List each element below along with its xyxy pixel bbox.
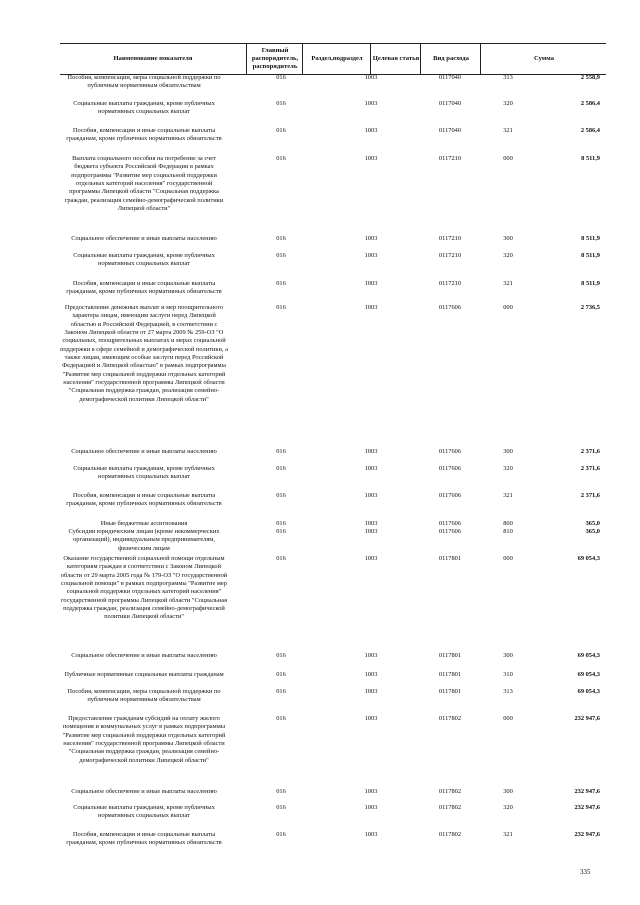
row-exp-type: 000 <box>503 155 513 162</box>
header-article: Целевая статья <box>370 44 421 74</box>
row-exp-type: 321 <box>503 280 513 287</box>
row-grbs: 016 <box>276 304 286 311</box>
row-name: Иные бюджетные ассигнования <box>100 520 188 527</box>
row-section: 1003 <box>364 528 378 535</box>
row-sum: 2 371,6 <box>580 492 600 499</box>
row-section: 1003 <box>364 465 378 472</box>
row-grbs: 016 <box>276 652 286 659</box>
row-exp-type: 313 <box>503 688 513 695</box>
row-exp-type: 320 <box>503 252 513 259</box>
row-section: 1003 <box>364 155 378 162</box>
header-exp-type: Вид расхода <box>420 44 481 74</box>
row-section: 1003 <box>364 652 378 659</box>
header-grbs: Главный распорядитель, распорядитель <box>246 44 303 74</box>
row-sum: 8 511,9 <box>581 155 600 162</box>
row-sum: 69 054,3 <box>577 652 600 659</box>
table-header <box>60 43 606 75</box>
row-grbs: 016 <box>276 252 286 259</box>
header-section: Раздел,подраздел <box>302 44 371 74</box>
row-exp-type: 320 <box>503 100 513 107</box>
row-name: Оказание государственной социальной помощи отдельным категориям граждан в соответствии с Законом Липецкой области от 29 марта 2005 года № 179-ОЗ "О государственной социальной помощи" в рамках подпрограммы "Развитие мер социальной поддержки отдельных категорий населения" государственной программы Липецкой области "Социальная поддержка граждан, реализация семейно-демографической политики Липецкой области" <box>60 555 228 621</box>
row-article: 0117802 <box>438 804 462 811</box>
row-sum: 69 054,3 <box>577 555 600 562</box>
row-section: 1003 <box>364 804 378 811</box>
row-name: Пособия, компенсации и иные социальные выплаты гражданам, кроме публичных нормативных обязательств <box>66 280 222 296</box>
row-name: Пособия, компенсации, меры социальной поддержки по публичным нормативным обязательствам <box>67 74 221 90</box>
row-name: Социальное обеспечение и иные выплаты населению <box>71 788 217 795</box>
row-exp-type: 000 <box>503 715 513 722</box>
row-exp-type: 810 <box>503 528 513 535</box>
row-sum: 69 054,3 <box>577 688 600 695</box>
row-sum: 2 586,4 <box>580 127 600 134</box>
row-article: 0117802 <box>438 831 462 838</box>
row-sum: 232 947,6 <box>574 788 600 795</box>
row-exp-type: 321 <box>503 492 513 499</box>
row-article: 0117801 <box>438 671 462 678</box>
row-grbs: 016 <box>276 127 286 134</box>
row-sum: 8 511,9 <box>581 280 600 287</box>
row-article: 0117802 <box>438 715 462 722</box>
page-number: 335 <box>580 868 591 876</box>
row-sum: 2 558,9 <box>580 74 600 81</box>
row-exp-type: 000 <box>503 304 513 311</box>
row-grbs: 016 <box>276 492 286 499</box>
row-section: 1003 <box>364 252 378 259</box>
row-exp-type: 321 <box>503 127 513 134</box>
row-grbs: 016 <box>276 235 286 242</box>
row-section: 1003 <box>364 448 378 455</box>
row-name: Пособия, компенсации и иные социальные выплаты гражданам, кроме публичных нормативных обязательств <box>66 127 222 143</box>
header-sum: Сумма <box>480 44 607 74</box>
row-section: 1003 <box>364 520 378 527</box>
row-exp-type: 321 <box>503 831 513 838</box>
row-section: 1003 <box>364 671 378 678</box>
row-sum: 232 947,6 <box>574 715 600 722</box>
row-grbs: 016 <box>276 688 286 695</box>
row-article: 0117040 <box>438 74 462 81</box>
row-grbs: 016 <box>276 448 286 455</box>
row-name: Пособия, компенсации, меры социальной поддержки по публичным нормативным обязательствам <box>67 688 221 704</box>
row-exp-type: 300 <box>503 235 513 242</box>
row-article: 0117210 <box>438 252 462 259</box>
row-sum: 232 947,6 <box>574 831 600 838</box>
row-grbs: 016 <box>276 280 286 287</box>
row-name: Социальное обеспечение и иные выплаты населению <box>71 448 217 455</box>
row-article: 0117040 <box>438 100 462 107</box>
row-section: 1003 <box>364 74 378 81</box>
row-grbs: 016 <box>276 155 286 162</box>
row-name: Социальные выплаты гражданам, кроме публичных нормативных социальных выплат <box>73 252 215 268</box>
row-exp-type: 300 <box>503 788 513 795</box>
row-grbs: 016 <box>276 788 286 795</box>
row-name: Пособия, компенсации и иные социальные выплаты гражданам, кроме публичных нормативных обязательств <box>66 831 222 847</box>
row-exp-type: 000 <box>503 555 513 562</box>
row-grbs: 016 <box>276 465 286 472</box>
row-section: 1003 <box>364 831 378 838</box>
row-grbs: 016 <box>276 528 286 535</box>
row-article: 0117801 <box>438 652 462 659</box>
row-grbs: 016 <box>276 555 286 562</box>
row-grbs: 016 <box>276 804 286 811</box>
row-sum: 365,0 <box>585 520 600 527</box>
row-name: Пособия, компенсации и иные социальные выплаты гражданам, кроме публичных нормативных обязательств <box>66 492 222 508</box>
row-section: 1003 <box>364 688 378 695</box>
row-sum: 69 054,3 <box>577 671 600 678</box>
row-sum: 2 371,6 <box>580 465 600 472</box>
row-article: 0117606 <box>438 465 462 472</box>
row-article: 0117606 <box>438 528 462 535</box>
row-exp-type: 310 <box>503 671 513 678</box>
row-section: 1003 <box>364 492 378 499</box>
row-name: Социальные выплаты гражданам, кроме публичных нормативных социальных выплат <box>73 804 215 820</box>
row-exp-type: 800 <box>503 520 513 527</box>
row-sum: 2 371,6 <box>580 448 600 455</box>
row-grbs: 016 <box>276 100 286 107</box>
row-name: Социальные выплаты гражданам, кроме публичных нормативных социальных выплат <box>73 465 215 481</box>
row-article: 0117210 <box>438 235 462 242</box>
row-grbs: 016 <box>276 520 286 527</box>
row-sum: 8 511,9 <box>581 235 600 242</box>
row-article: 0117606 <box>438 448 462 455</box>
header-name: Наименование показателя <box>113 55 193 62</box>
row-exp-type: 320 <box>503 804 513 811</box>
row-name: Субсидии юридическим лицам (кроме некоммерческих организаций), индивидуальным предпринимателям, физическим лицам <box>68 528 220 552</box>
row-article: 0117606 <box>438 304 462 311</box>
row-name: Предоставление гражданам субсидий на оплату жилого помещения и коммунальных услуг в рамках подпрограммы "Развитие мер социальной поддержки отдельных категорий населения" государственной программы Липецкой области "Социальная поддержка граждан, реализация семейно-демографической политики Липецкой области" <box>62 715 226 764</box>
row-sum: 2 586,4 <box>580 100 600 107</box>
row-section: 1003 <box>364 715 378 722</box>
row-section: 1003 <box>364 127 378 134</box>
row-section: 1003 <box>364 788 378 795</box>
row-exp-type: 320 <box>503 465 513 472</box>
row-article: 0117606 <box>438 492 462 499</box>
row-article: 0117802 <box>438 788 462 795</box>
row-grbs: 016 <box>276 715 286 722</box>
row-exp-type: 300 <box>503 448 513 455</box>
row-section: 1003 <box>364 555 378 562</box>
row-name: Социальное обеспечение и иные выплаты населению <box>71 235 217 242</box>
row-name: Социальное обеспечение и иные выплаты населению <box>71 652 217 659</box>
row-name: Предоставление денежных выплат и мер поощрительного характера лицам, имеющим заслуги перед Липецкой областью и Российской Федерацией, в соответствии с Законом Липецкой области от 27 марта 2009 № 259-ОЗ "О социальных, поощрительных выплатах и мерах социальной поддержки в сфере семейной и демографической политики, а также лицам, имеющим особые заслуги перед Российской Федерацией и Липецкой областью" в рамках подпрограммы "Развитие мер социальной поддержки отдельных категорий населения" государственной программы Липецкой области "Социальная поддержка граждан, реализация семейно-демографической политики Липецкой области" <box>60 304 228 403</box>
row-section: 1003 <box>364 304 378 311</box>
row-article: 0117606 <box>438 520 462 527</box>
row-sum: 365,0 <box>585 528 600 535</box>
row-section: 1003 <box>364 235 378 242</box>
row-name: Публичные нормативные социальные выплаты гражданам <box>64 671 224 678</box>
row-name: Социальные выплаты гражданам, кроме публичных нормативных социальных выплат <box>73 100 215 116</box>
row-article: 0117210 <box>438 155 462 162</box>
row-sum: 2 736,5 <box>580 304 600 311</box>
row-sum: 232 947,6 <box>574 804 600 811</box>
row-name: Выплата социального пособия на погребение за счет бюджета субъекта Российской Федерации в рамках подпрограммы "Развитие мер социальной поддержки отдельных категорий населения" государственной программы Липецкой области "Социальная поддержка граждан, реализация семейно-демографической политики Липецкой области" <box>64 155 224 213</box>
row-section: 1003 <box>364 100 378 107</box>
row-exp-type: 300 <box>503 652 513 659</box>
row-article: 0117210 <box>438 280 462 287</box>
row-exp-type: 313 <box>503 74 513 81</box>
row-article: 0117040 <box>438 127 462 134</box>
row-grbs: 016 <box>276 831 286 838</box>
row-grbs: 016 <box>276 671 286 678</box>
row-article: 0117801 <box>438 688 462 695</box>
row-article: 0117801 <box>438 555 462 562</box>
row-section: 1003 <box>364 280 378 287</box>
row-grbs: 016 <box>276 74 286 81</box>
row-sum: 8 511,9 <box>581 252 600 259</box>
